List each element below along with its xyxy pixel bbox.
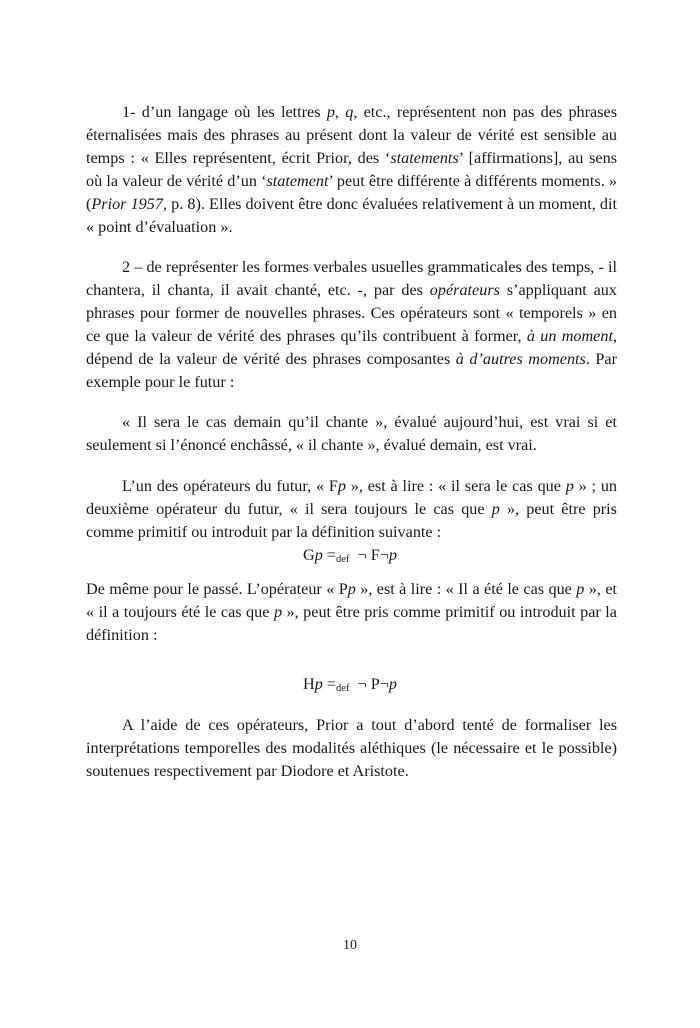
def-subscript: def [336, 683, 350, 694]
variable-q: q [345, 103, 354, 121]
operator-H: H [303, 675, 315, 693]
text-run: De même pour le passé. L’opérateur « P [86, 580, 348, 598]
variable-p: p [388, 546, 397, 564]
def-subscript: def [336, 554, 350, 565]
text-run: , p. 8). Elles doivent être donc évaluées relativement à un moment, dit « point d’évaluation ». [86, 195, 617, 236]
paragraph-future-operator [86, 475, 617, 544]
paragraph-example-future: « Il sera le cas demain qu’il chante », évalué aujourd’hui, est vrai si et seulement si l’énoncé enchâssé, « il chante », évalué demain, est vrai. [86, 413, 617, 454]
variable-p: p [576, 580, 585, 598]
text-run: », et « il a toujours été le cas que [86, 580, 617, 621]
variable-p: p [337, 477, 346, 495]
paragraph-verbal-forms [86, 256, 617, 394]
text-run: » ; un deuxième opérateur du futur, « il sera toujours le cas que [86, 477, 618, 518]
text-run: 1- d’un langage où les lettres [122, 103, 327, 121]
variable-p: p [326, 103, 335, 121]
formula-rhs: ¬ P¬ [349, 675, 389, 693]
formula-H-definition [0, 673, 700, 700]
italic-term: à un moment [526, 327, 613, 345]
text-run: », est à lire : « il sera le cas que [345, 477, 566, 495]
page-number: 10 [343, 938, 357, 953]
italic-term: opérateurs [429, 281, 500, 299]
text-run: . Par exemple pour le futur : [86, 350, 617, 391]
formula-G-definition [0, 544, 700, 571]
variable-p: p [273, 603, 283, 621]
equals-sign: = [322, 546, 337, 564]
text-run: », peut être pris comme primitif ou introduit par la définition : [86, 603, 617, 644]
citation: Prior 1957 [91, 195, 163, 213]
paragraph-language-letters [86, 101, 617, 239]
text-run: L’un des opérateurs du futur, « F [122, 477, 338, 495]
variable-p: p [491, 500, 500, 518]
italic-term: statements [390, 149, 459, 167]
text-run: ’ [affirmations], au sens où la valeur de vérité d’un ‘ [86, 149, 617, 190]
variable-p: p [388, 675, 397, 693]
text-run: ’ peut être différente à différents moments. » ( [86, 172, 617, 213]
text-run: , etc., représentent non pas des phrases éternalisées mais des phrases au présent dont la valeur de vérité est sensible au temps : « Elles représentent, écrit Prior, des ‘ [86, 103, 617, 167]
variable-p: p [565, 477, 574, 495]
text-run: 2 – de représenter les formes verbales usuelles grammaticales des temps, - il chantera, il chanta, il avait chanté, etc. -, par des [86, 258, 617, 299]
formula-rhs: ¬ F¬ [349, 546, 389, 564]
variable-p: p [314, 675, 323, 693]
text-run: », peut être pris comme primitif ou introduit par la définition suivante : [86, 500, 617, 541]
variable-p: p [347, 580, 356, 598]
paragraph-prior-modalities: A l’aide de ces opérateurs, Prior a tout d’abord tenté de formaliser les interprétations temporelles des modalités aléthiques (le nécessaire et le possible) soutenues respectivement par Diodore et Aristote. [86, 716, 617, 780]
operator-G: G [303, 546, 315, 564]
text-run: , [334, 103, 346, 121]
italic-term: à d’autres moments [455, 350, 586, 368]
italic-term: statement [266, 172, 329, 190]
paragraph-past-operator [86, 578, 617, 647]
equals-sign: = [322, 675, 337, 693]
text-run: », est à lire : « Il a été le cas que [355, 580, 577, 598]
variable-p: p [314, 546, 323, 564]
text-run: s’appliquant aux phrases pour former de nouvelles phrases. Ces opérateurs sont « temporels » en ce que la valeur de vérité des phrases qu’ils contribuent à former, [86, 281, 617, 345]
text-run: , dépend de la valeur de vérité des phrases composantes [86, 327, 618, 368]
